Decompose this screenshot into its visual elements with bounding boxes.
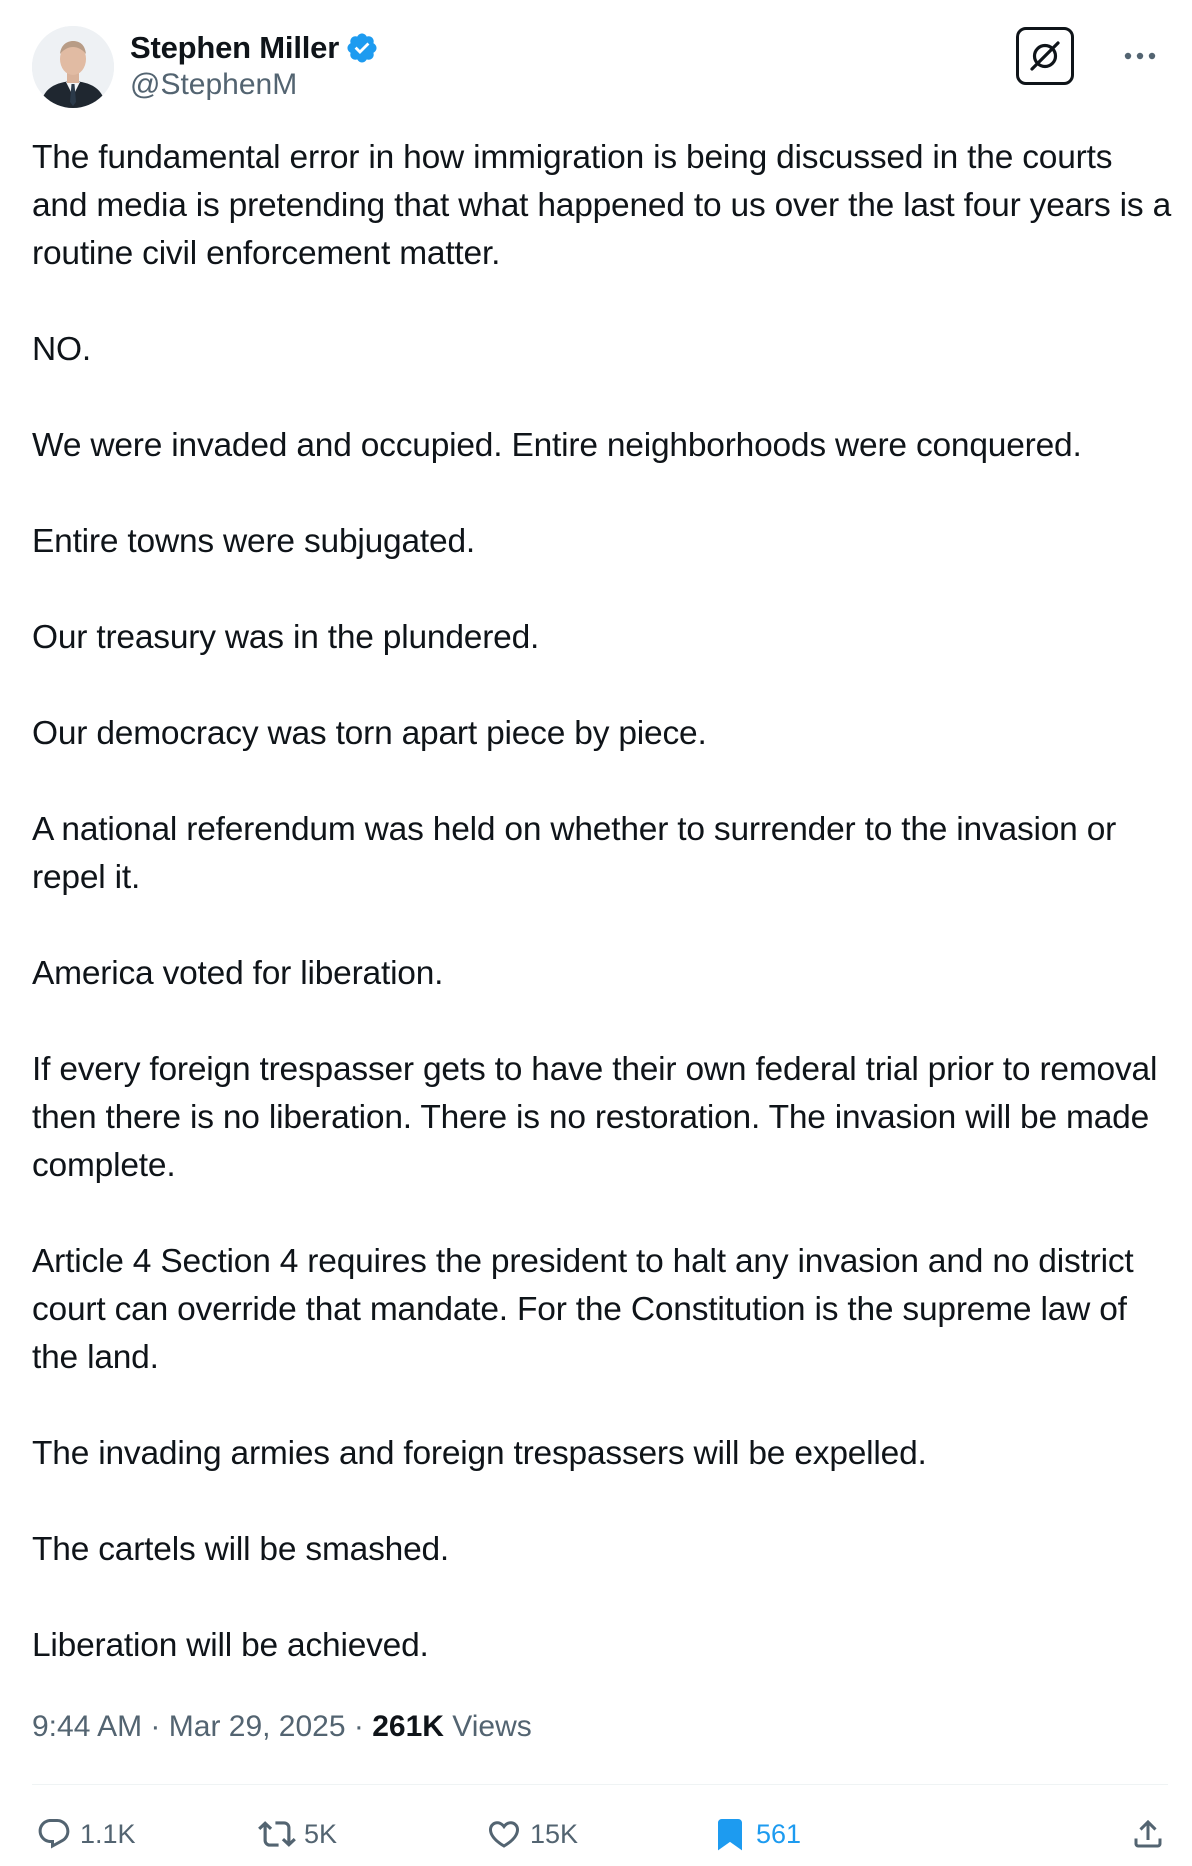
repost-button[interactable] xyxy=(258,1810,337,1858)
author-display-name[interactable]: Stephen Miller xyxy=(130,30,340,65)
tweet-meta xyxy=(32,1710,532,1744)
repost-count: 5K xyxy=(304,1818,338,1849)
reply-icon xyxy=(36,1816,72,1852)
tweet-paragraph: A national referendum was held on whether to surrender to the invasion or repel it. xyxy=(32,811,1117,896)
heart-icon xyxy=(486,1816,522,1852)
tweet-text xyxy=(32,134,1172,1670)
tweet-paragraph: Our democracy was torn apart piece by piece. xyxy=(32,715,707,752)
like-button[interactable] xyxy=(486,1810,578,1858)
reply-button[interactable] xyxy=(36,1810,136,1858)
tweet-time[interactable]: 9:44 AM xyxy=(32,1710,143,1743)
tweet-paragraph: America voted for liberation. xyxy=(32,955,444,992)
tweet-paragraph: Article 4 Section 4 requires the president to halt any invasion and no district court can override that mandate. For the Constitution is the supreme law of the land. xyxy=(32,1243,1134,1376)
tweet-paragraph: The invading armies and foreign trespassers will be expelled. xyxy=(32,1435,927,1472)
bookmark-count: 561 xyxy=(756,1818,802,1849)
like-count: 15K xyxy=(530,1818,579,1849)
repost-icon xyxy=(258,1815,296,1853)
divider xyxy=(32,1784,1168,1785)
views-count: 261K xyxy=(372,1710,444,1743)
bookmark-button[interactable] xyxy=(712,1810,801,1858)
tweet-paragraph: NO. xyxy=(32,331,91,368)
share-icon xyxy=(1130,1816,1166,1852)
verified-badge-icon[interactable] xyxy=(345,31,379,65)
avatar[interactable] xyxy=(32,26,114,108)
meta-separator: · xyxy=(150,1710,161,1743)
tweet-paragraph: Liberation will be achieved. xyxy=(32,1627,429,1664)
tweet-paragraph: Entire towns were subjugated. xyxy=(32,523,475,560)
views-label: Views xyxy=(452,1710,532,1743)
tweet-header xyxy=(32,26,1160,108)
bookmark-icon xyxy=(712,1814,748,1854)
tweet-paragraph: The fundamental error in how immigration is being discussed in the courts and media is pretending that what happened to us over the last four years is a routine civil enforcement matter. xyxy=(32,139,1172,272)
avatar-image xyxy=(32,26,114,108)
more-dots-icon xyxy=(1123,51,1157,61)
meta-separator: · xyxy=(353,1710,364,1743)
author-name-row xyxy=(130,26,379,70)
reply-count: 1.1K xyxy=(80,1818,136,1849)
tweet-paragraph: The cartels will be smashed. xyxy=(32,1531,450,1568)
more-options-button[interactable] xyxy=(1120,36,1160,76)
grok-icon xyxy=(1027,38,1063,74)
tweet-paragraph: We were invaded and occupied. Entire neighborhoods were conquered. xyxy=(32,427,1082,464)
tweet-date[interactable]: Mar 29, 2025 xyxy=(168,1710,346,1743)
grok-button[interactable] xyxy=(1016,27,1074,85)
share-button[interactable] xyxy=(1130,1810,1166,1858)
tweet-paragraph: If every foreign trespasser gets to have their own federal trial prior to removal then there is no liberation. There is no restoration. The invasion will be made complete. xyxy=(32,1051,1158,1184)
tweet-actions xyxy=(32,1810,1168,1858)
author-handle[interactable]: @StephenM xyxy=(130,68,298,101)
tweet-paragraph: Our treasury was in the plundered. xyxy=(32,619,540,656)
